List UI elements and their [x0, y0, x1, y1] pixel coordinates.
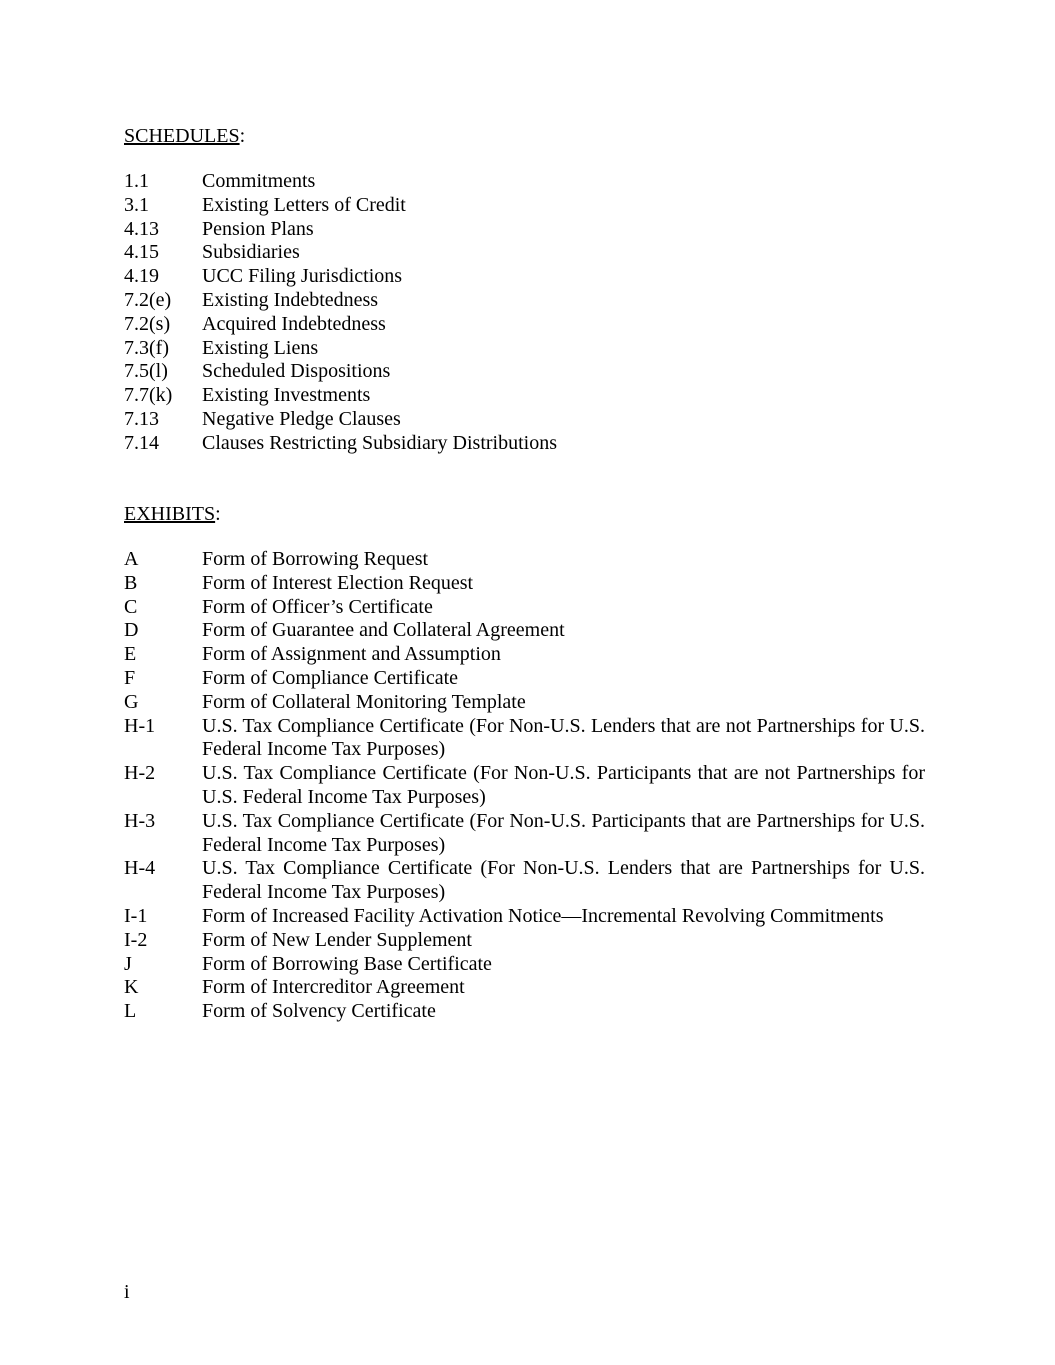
item-number: L: [124, 1000, 137, 1023]
list-item: [124, 619, 925, 643]
exhibits-list: [124, 548, 925, 1024]
exhibits-heading: EXHIBITS:: [124, 503, 221, 525]
item-number: D: [124, 619, 139, 642]
item-title: Subsidiaries: [202, 241, 300, 264]
list-item: [124, 289, 925, 313]
item-title: U.S. Tax Compliance Certificate (For Non-U.S. Participants that are Partnerships for U.S. Federal Income Tax Purposes): [202, 809, 925, 856]
item-number: 7.2(s): [124, 312, 171, 335]
item-number: 4.19: [124, 265, 159, 288]
list-item: [124, 360, 925, 384]
page-number: i: [124, 1281, 130, 1303]
item-title: Acquired Indebtedness: [202, 312, 386, 335]
list-item: [124, 667, 925, 691]
item-number: F: [124, 666, 136, 689]
list-item: [124, 810, 925, 858]
item-title: Form of Guarantee and Collateral Agreement: [202, 619, 565, 642]
item-number: 1.1: [124, 170, 149, 192]
item-number: 7.5(l): [124, 360, 168, 383]
list-item: [124, 548, 925, 572]
item-number: 7.13: [124, 407, 159, 430]
item-title: Form of Compliance Certificate: [202, 666, 459, 689]
item-number: 7.2(e): [124, 288, 172, 311]
item-title: Form of Collateral Monitoring Template: [202, 690, 526, 713]
list-item: [124, 953, 925, 977]
item-title: Commitments: [202, 170, 316, 192]
item-number: E: [124, 643, 137, 666]
list-item: [124, 241, 925, 265]
list-item: [124, 194, 925, 218]
list-item: [124, 596, 925, 620]
item-number: H-2: [124, 762, 156, 785]
item-number: H-3: [124, 809, 156, 832]
schedules-heading-text: SCHEDULES: [124, 125, 240, 147]
list-item: [124, 432, 925, 456]
list-item: [124, 384, 925, 408]
list-item: [124, 218, 925, 242]
list-item: [124, 265, 925, 289]
exhibits-heading-text: EXHIBITS: [124, 503, 216, 525]
item-number: H-1: [124, 714, 156, 737]
schedules-list: [124, 170, 925, 456]
item-title: Existing Investments: [202, 384, 371, 407]
item-title: Existing Indebtedness: [202, 288, 379, 311]
item-title: Form of Assignment and Assumption: [202, 643, 501, 666]
list-item: [124, 691, 925, 715]
item-number: 7.14: [124, 431, 159, 454]
item-number: 3.1: [124, 193, 149, 216]
item-number: C: [124, 595, 138, 618]
list-item: [124, 572, 925, 596]
list-item: [124, 643, 925, 667]
item-title: Pension Plans: [202, 217, 314, 240]
item-number: 4.13: [124, 217, 159, 240]
item-title: Scheduled Dispositions: [202, 360, 391, 383]
item-title: Form of Borrowing Request: [202, 548, 429, 570]
item-title: Form of Intercreditor Agreement: [202, 976, 465, 999]
list-item: [124, 313, 925, 337]
item-title: UCC Filing Jurisdictions: [202, 265, 403, 288]
item-title: U.S. Tax Compliance Certificate (For Non-U.S. Participants that are not Partnerships for U.S. Federal Income Tax Purposes): [202, 762, 925, 808]
list-item: [124, 905, 925, 929]
item-number: G: [124, 690, 139, 713]
item-number: A: [124, 548, 139, 570]
item-title: U.S. Tax Compliance Certificate (For Non-U.S. Lenders that are not Partnerships for U.S. Federal Income Tax Purposes): [202, 714, 925, 761]
item-title: U.S. Tax Compliance Certificate (For Non-U.S. Lenders that are Partnerships for U.S. Federal Income Tax Purposes): [202, 857, 925, 904]
list-item: [124, 170, 925, 194]
item-title: Clauses Restricting Subsidiary Distributions: [202, 431, 557, 454]
item-title: Negative Pledge Clauses: [202, 407, 401, 430]
item-number: K: [124, 976, 139, 999]
item-number: B: [124, 571, 138, 594]
item-number: 4.15: [124, 241, 159, 264]
schedules-heading: SCHEDULES:: [124, 125, 246, 147]
item-title: Form of New Lender Supplement: [202, 928, 472, 951]
list-item: [124, 857, 925, 905]
item-title: Form of Officer’s Certificate: [202, 595, 433, 618]
list-item: [124, 715, 925, 763]
item-number: 7.3(f): [124, 336, 169, 359]
item-number: H-4: [124, 857, 156, 880]
item-title: Existing Letters of Credit: [202, 193, 406, 216]
list-item: [124, 976, 925, 1000]
item-title: Form of Interest Election Request: [202, 571, 474, 594]
item-number: I-2: [124, 928, 148, 951]
item-number: I-1: [124, 904, 148, 927]
list-item: [124, 408, 925, 432]
item-title: Form of Solvency Certificate: [202, 1000, 436, 1023]
item-number: 7.7(k): [124, 384, 173, 407]
item-title: Existing Liens: [202, 336, 319, 359]
list-item: [124, 337, 925, 361]
item-title: Form of Borrowing Base Certificate: [202, 952, 492, 975]
item-number: J: [124, 952, 132, 975]
list-item: [124, 762, 925, 810]
item-title: Form of Increased Facility Activation Notice—Incremental Revolving Commitments: [202, 904, 884, 927]
list-item: [124, 1000, 925, 1024]
list-item: [124, 929, 925, 953]
